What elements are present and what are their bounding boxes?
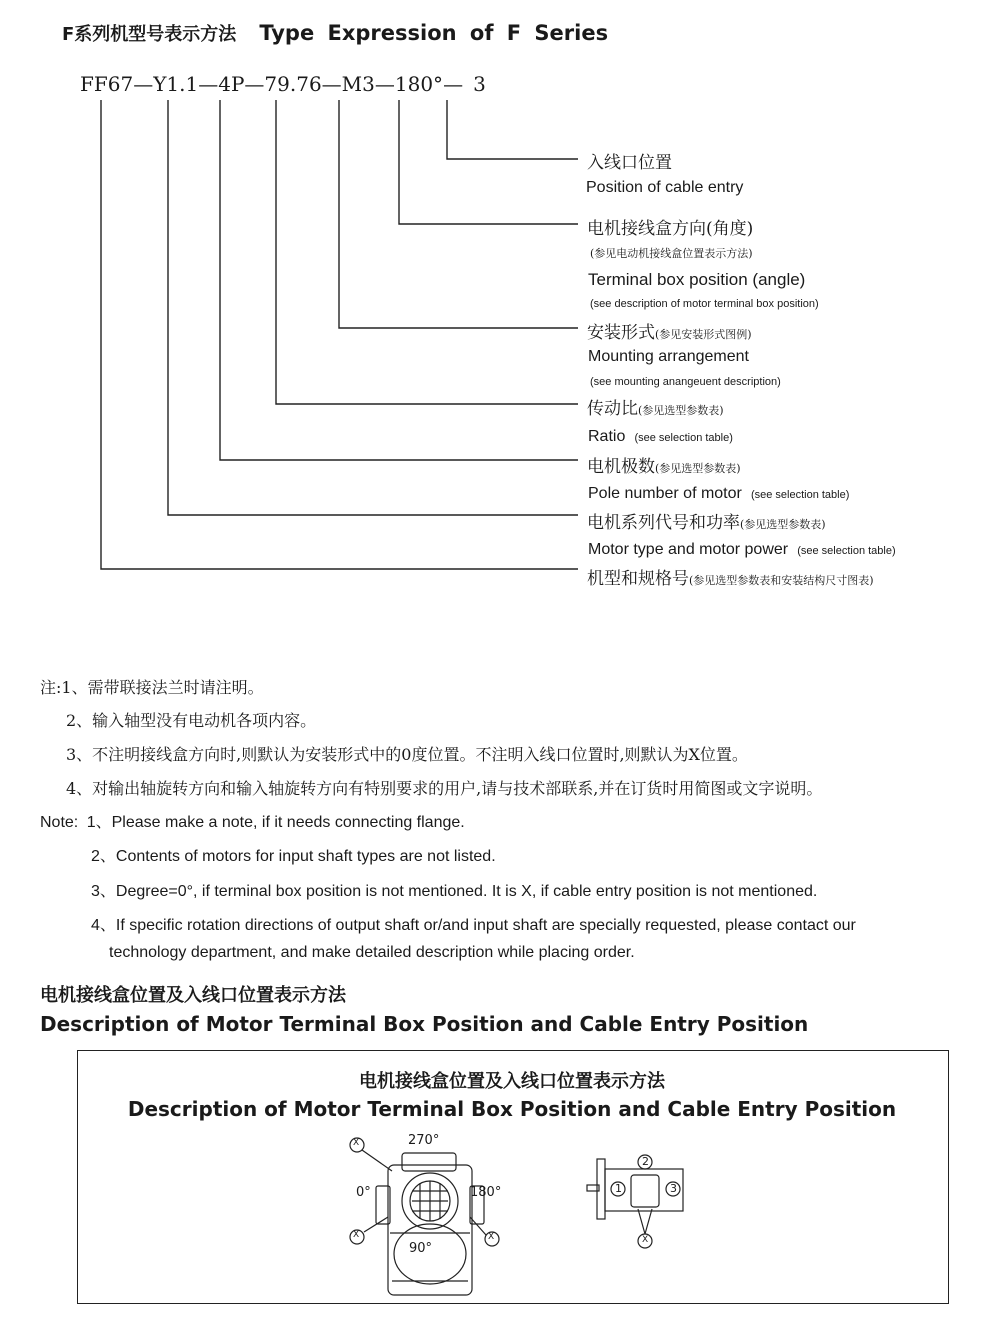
code-sep: — <box>374 72 395 96</box>
note-cn-prefix: 注: <box>40 678 62 697</box>
label-ratio-en-row <box>588 426 733 446</box>
leader-motor <box>168 100 578 515</box>
leader-lines <box>0 0 1000 620</box>
label-ratio-en-note: (see selection table) <box>634 432 733 444</box>
label-motor-cn-row <box>587 508 826 533</box>
code-size: FF67 <box>80 72 134 96</box>
diagram-title-cn: 电机接线盒位置及入线口位置表示方法 <box>359 1071 665 1092</box>
note-en-1 <box>40 809 465 832</box>
note-cn-item-4: 4、对输出轴旋转方向和输入轴旋转方向有特别要求的用户,请与技术部联系,并在订货时用简图或文字说明。 <box>66 779 823 798</box>
label-pole-cn-note: (参见选型参数表) <box>655 462 741 475</box>
label-size-cn: 机型和规格号 <box>587 569 689 589</box>
note-en-item-1: 1、Please make a note, if it needs connecting flange. <box>86 814 465 831</box>
angle-left-label: 0° <box>356 1185 371 1200</box>
angle-right-label: 180° <box>470 1185 502 1200</box>
label-motor-cn-note: (参见选型参数表) <box>740 518 826 531</box>
label-mount-en: Mounting arrangement <box>588 348 749 365</box>
code-sep: — <box>198 72 219 96</box>
angle-top-label: 270° <box>408 1133 440 1148</box>
label-ratio-cn-note: (参见选型参数表) <box>638 404 724 417</box>
note-en-prefix: Note: <box>40 814 79 831</box>
pos-1-label: 1 <box>615 1182 622 1195</box>
code-ratio: 79.76 <box>264 72 322 96</box>
diagram-title-en: Description of Motor Terminal Box Position and Cable Entry Position <box>127 1097 897 1121</box>
diagram-box <box>77 1050 949 1304</box>
code-sep: — <box>133 72 154 96</box>
code-motor: Y1.1 <box>153 72 199 96</box>
code-sep: — <box>321 72 342 96</box>
leader-ratio <box>276 100 578 404</box>
note-cn-item-2: 2、输入轴型没有电动机各项内容。 <box>66 711 317 730</box>
code-entry: 3 <box>473 72 486 96</box>
section-title-cn: 电机接线盒位置及入线口位置表示方法 <box>40 985 346 1006</box>
label-motor-en-row <box>588 539 896 559</box>
note-en-item-5: technology department, and make detailed description while placing order. <box>109 944 635 961</box>
label-box-cn-note: (参见电动机接线盒位置表示方法) <box>590 247 753 260</box>
label-size-cn-note: (参见选型参数表和安装结构尺寸图表) <box>689 574 874 587</box>
pos-2-label: 2 <box>642 1155 649 1168</box>
label-motor-en: Motor type and motor power <box>588 541 789 558</box>
label-mount-cn: 安装形式 <box>587 323 655 343</box>
section-title-en: Description of Motor Terminal Box Position and Cable Entry Position <box>40 1012 809 1036</box>
title-en: Type Expression of F Series <box>259 21 609 45</box>
label-ratio-cn-row <box>587 394 724 419</box>
label-mount-en-note: (see mounting anangeuent description) <box>590 376 781 388</box>
label-box-cn: 电机接线盒方向(角度) <box>587 219 754 239</box>
x-mark-entry: X <box>642 1235 649 1245</box>
code-pole: 4P <box>218 72 245 96</box>
note-en-item-3: 3、Degree=0°, if terminal box position is not mentioned. It is X, if cable entry position is not mentioned. <box>91 883 818 900</box>
label-box-en-note: (see description of motor terminal box position) <box>590 298 819 310</box>
leader-box <box>399 100 578 224</box>
x-mark-right: X <box>488 1232 495 1242</box>
code-sep: — <box>244 72 265 96</box>
label-mount-cn-row <box>587 318 752 343</box>
note-cn-1 <box>40 675 264 698</box>
label-motor-cn: 电机系列代号和功率 <box>587 513 740 533</box>
angle-bottom-label: 90° <box>409 1241 433 1256</box>
note-en-item-4: 4、If specific rotation directions of output shaft or/and input shaft are specially requested, please contact our <box>91 917 856 934</box>
label-motor-en-note: (see selection table) <box>797 545 896 557</box>
code-angle: 180° <box>394 72 444 96</box>
label-size-cn-row <box>587 564 874 589</box>
label-pole-en-note: (see selection table) <box>750 489 850 501</box>
label-mount-cn-note: (参见安装形式图例) <box>655 328 752 341</box>
x-mark-left: X <box>353 1230 360 1240</box>
code-mount: M3 <box>341 72 375 96</box>
title-cn: F系列机型号表示方法 <box>62 24 237 45</box>
label-ratio-en: Ratio <box>588 428 626 445</box>
label-pole-en: Pole number of motor <box>588 485 742 502</box>
code-sep: — <box>443 72 464 96</box>
note-cn-item-3: 3、不注明接线盒方向时,则默认为安装形式中的0度位置。不注明入线口位置时,则默认为X位置。 <box>66 745 748 764</box>
note-cn-item-1: 1、需带联接法兰时请注明。 <box>61 678 264 697</box>
terminal-box-diagram <box>340 1131 540 1301</box>
label-ratio-cn: 传动比 <box>587 399 638 419</box>
label-pole-cn: 电机极数 <box>587 457 655 477</box>
label-cable-en: Position of cable entry <box>586 179 744 196</box>
leader-cable <box>447 100 578 159</box>
label-pole-cn-row <box>587 452 741 477</box>
label-pole-en-row <box>588 483 849 503</box>
x-mark-top: X <box>353 1138 360 1148</box>
pos-3-label: 3 <box>670 1182 677 1195</box>
label-box-en: Terminal box position (angle) <box>588 270 806 289</box>
note-en-item-2: 2、Contents of motors for input shaft types are not listed. <box>91 848 496 865</box>
leader-mount <box>339 100 578 328</box>
label-cable-cn: 入线口位置 <box>587 153 672 173</box>
